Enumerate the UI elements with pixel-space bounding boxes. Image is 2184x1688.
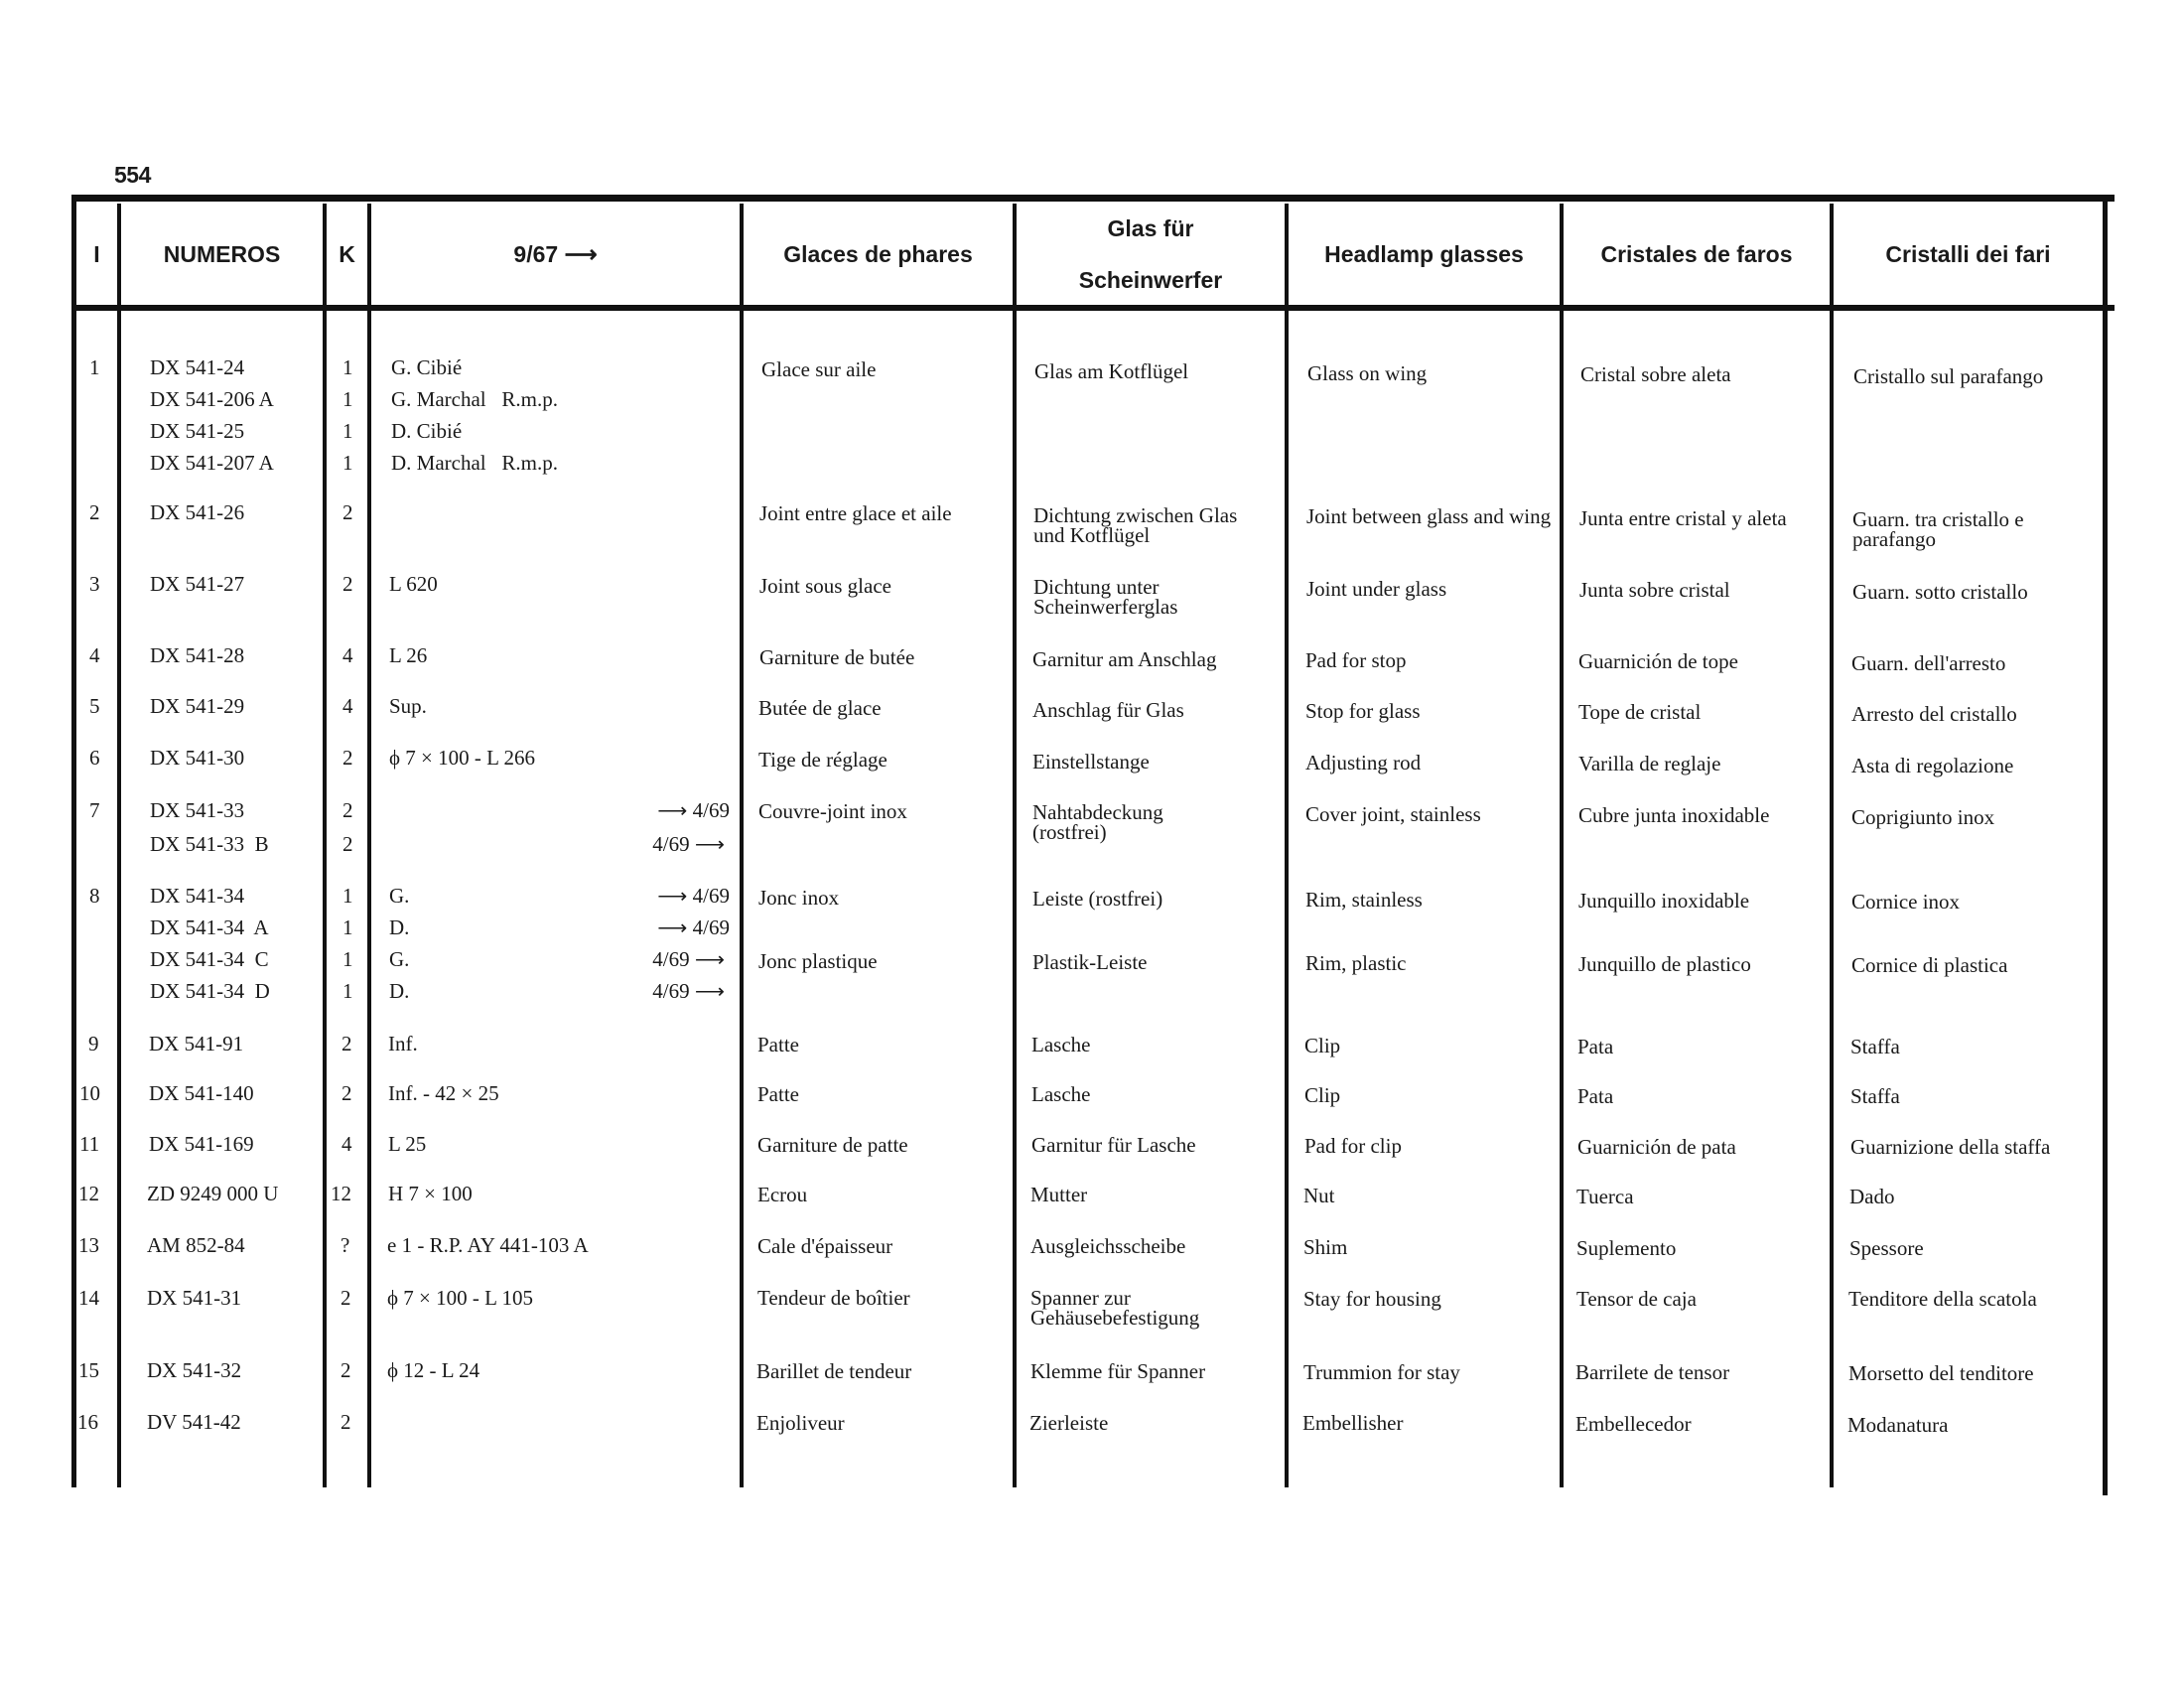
date-range: ⟶ 4/69 — [657, 884, 730, 908]
column-divider — [1560, 204, 1564, 1487]
desc-german: Zierleiste — [1029, 1411, 1109, 1435]
quantity: 1 — [342, 947, 353, 971]
quantity: 1 — [342, 387, 353, 411]
desc-german: Nahtabdeckung (rostfrei) — [1032, 800, 1163, 844]
column-divider — [1830, 204, 1834, 1487]
desc-spanish: Pata — [1577, 1084, 1614, 1108]
desc-spanish: Tope de cristal — [1578, 700, 1702, 724]
desc-spanish: Junquillo inoxidable — [1578, 889, 1750, 913]
desc-french: Cale d'épaisseur — [757, 1234, 893, 1258]
desc-english: Clip — [1304, 1083, 1341, 1107]
part-number: DX 541-169 — [149, 1132, 254, 1156]
desc-english: Stay for housing — [1303, 1287, 1441, 1311]
desc-spanish: Cristal sobre aleta — [1580, 362, 1731, 386]
desc-italian: Modanatura — [1847, 1413, 1949, 1437]
desc-english: Rim, stainless — [1305, 888, 1423, 912]
row-index: 10 — [79, 1081, 100, 1105]
spec: D. — [389, 915, 410, 939]
desc-italian: Tenditore della scatola — [1848, 1287, 2037, 1311]
part-number: DX 541-29 — [150, 694, 245, 718]
desc-english: Pad for stop — [1305, 648, 1407, 672]
quantity: 1 — [342, 419, 353, 443]
desc-english: Joint under glass — [1306, 577, 1447, 601]
quantity: 12 — [331, 1182, 351, 1205]
quantity: 1 — [342, 915, 353, 939]
row-index: 12 — [78, 1182, 99, 1205]
desc-spanish: Tensor de caja — [1576, 1287, 1697, 1311]
page-number: 554 — [114, 162, 151, 188]
part-number: DX 541-34 A — [150, 915, 269, 939]
column-divider — [1013, 204, 1017, 1487]
part-number: DX 541-32 — [147, 1358, 242, 1382]
row-index: 9 — [88, 1032, 99, 1055]
column-divider — [117, 204, 121, 1487]
desc-german: Lasche — [1031, 1082, 1091, 1106]
quantity: 1 — [342, 884, 353, 908]
spec: ϕ 7 × 100 - L 266 — [389, 746, 535, 770]
spec: Inf. - 42 × 25 — [388, 1081, 499, 1105]
desc-french: Glace sur aile — [761, 357, 877, 381]
row-index: 7 — [89, 798, 100, 822]
part-number: DX 541-91 — [149, 1032, 244, 1055]
desc-italian: Guarn. dell'arresto — [1851, 651, 2006, 675]
spec: G. — [389, 947, 410, 971]
desc-english: Nut — [1303, 1184, 1335, 1207]
part-number: DX 541-207 A — [150, 451, 274, 475]
desc-german: Dichtung unter Scheinwerferglas — [1033, 575, 1178, 619]
spec: G. Cibié — [391, 355, 463, 379]
spec: Inf. — [388, 1032, 418, 1055]
quantity: 1 — [342, 355, 353, 379]
desc-french: Butée de glace — [758, 696, 882, 720]
column-divider — [1285, 204, 1289, 1487]
quantity: 4 — [341, 1132, 352, 1156]
row-index: 8 — [89, 884, 100, 908]
part-number: DX 541-34 C — [150, 947, 269, 971]
desc-french: Tige de réglage — [758, 748, 887, 772]
desc-spanish: Varilla de reglaje — [1578, 752, 1721, 775]
header-french: Glaces de phares — [783, 241, 973, 267]
desc-german: Mutter — [1030, 1183, 1088, 1206]
desc-german: Ausgleichsscheibe — [1030, 1234, 1186, 1258]
desc-german: Plastik-Leiste — [1032, 950, 1148, 974]
row-index: 4 — [89, 643, 100, 667]
desc-italian: Dado — [1849, 1185, 1895, 1208]
header-date: 9/67 ⟶ — [513, 241, 598, 267]
quantity: 1 — [342, 979, 353, 1003]
desc-italian: Arresto del cristallo — [1851, 702, 2017, 726]
quantity: 2 — [341, 1286, 351, 1310]
quantity: 2 — [342, 572, 353, 596]
spec: ϕ 7 × 100 - L 105 — [387, 1286, 533, 1310]
desc-german: Klemme für Spanner — [1030, 1359, 1206, 1383]
date-range: 4/69 ⟶ — [652, 979, 725, 1003]
spec: H 7 × 100 — [388, 1182, 473, 1205]
desc-french: Enjoliveur — [756, 1411, 845, 1435]
desc-italian: Cristallo sul parafango — [1853, 364, 2044, 388]
part-number: DX 541-26 — [150, 500, 245, 524]
desc-german: Einstellstange — [1032, 750, 1150, 774]
spec: G. — [389, 884, 410, 908]
desc-spanish: Guarnición de pata — [1577, 1135, 1736, 1159]
desc-german: Leiste (rostfrei) — [1032, 887, 1163, 911]
desc-french: Garniture de butée — [759, 645, 915, 669]
desc-german: Garnitur am Anschlag — [1032, 647, 1217, 671]
desc-spanish: Barrilete de tensor — [1575, 1360, 1730, 1384]
part-number: DX 541-24 — [150, 355, 245, 379]
desc-french: Joint sous glace — [759, 574, 891, 598]
part-number: DX 541-140 — [149, 1081, 254, 1105]
desc-german: Garnitur für Lasche — [1031, 1133, 1196, 1157]
desc-french: Couvre-joint inox — [758, 799, 907, 823]
spec: G. Marchal R.m.p. — [391, 387, 558, 411]
desc-english: Cover joint, stainless — [1305, 802, 1481, 826]
part-number: DX 541-34 — [150, 884, 245, 908]
desc-german: Lasche — [1031, 1033, 1091, 1056]
quantity: 2 — [342, 500, 353, 524]
desc-spanish: Junquillo de plastico — [1578, 952, 1751, 976]
row-index: 1 — [89, 355, 100, 379]
desc-french: Barillet de tendeur — [756, 1359, 912, 1383]
desc-french: Patte — [757, 1082, 799, 1106]
spec: L 25 — [388, 1132, 427, 1156]
part-number: DX 541-30 — [150, 746, 245, 770]
spec: D. — [389, 979, 410, 1003]
desc-english: Glass on wing — [1307, 361, 1428, 385]
row-index: 15 — [78, 1358, 99, 1382]
part-number: AM 852-84 — [147, 1233, 245, 1257]
desc-spanish: Junta sobre cristal — [1579, 578, 1730, 602]
column-divider — [2103, 195, 2108, 1495]
part-number: ZD 9249 000 U — [147, 1182, 279, 1205]
row-index: 2 — [89, 500, 100, 524]
desc-spanish: Tuerca — [1576, 1185, 1634, 1208]
desc-french: Tendeur de boîtier — [757, 1286, 910, 1310]
desc-german: Dichtung zwischen Glas und Kotflügel — [1033, 503, 1238, 547]
desc-italian: Staffa — [1850, 1084, 1900, 1108]
row-index: 3 — [89, 572, 100, 596]
part-number: DX 541-27 — [150, 572, 245, 596]
desc-french: Ecrou — [757, 1183, 808, 1206]
column-divider — [740, 204, 744, 1487]
desc-english: Adjusting rod — [1305, 751, 1422, 774]
part-number: DX 541-206 A — [150, 387, 274, 411]
part-number: DX 541-33 B — [150, 832, 269, 856]
desc-english: Embellisher — [1302, 1411, 1404, 1435]
table-top-rule — [71, 195, 2115, 202]
desc-italian: Cornice di plastica — [1851, 953, 2008, 977]
spec: Sup. — [389, 694, 427, 718]
desc-french: Jonc plastique — [758, 949, 878, 973]
part-number: DX 541-33 — [150, 798, 245, 822]
desc-italian: Cornice inox — [1851, 890, 1961, 914]
quantity: 2 — [341, 1032, 352, 1055]
quantity: 4 — [342, 694, 353, 718]
desc-english: Clip — [1304, 1034, 1341, 1057]
part-number: DV 541-42 — [147, 1410, 241, 1434]
desc-spanish: Pata — [1577, 1035, 1614, 1058]
part-number: DX 541-25 — [150, 419, 245, 443]
header-index: I — [93, 241, 100, 267]
desc-italian: Guarnizione della staffa — [1850, 1135, 2051, 1159]
row-index: 11 — [79, 1132, 100, 1156]
column-divider — [367, 204, 371, 1487]
desc-spanish: Embellecedor — [1575, 1412, 1692, 1436]
desc-italian: Spessore — [1849, 1236, 1924, 1260]
row-index: 6 — [89, 746, 100, 770]
quantity: 2 — [341, 1358, 351, 1382]
desc-german: Spanner zur Gehäusebefestigung — [1030, 1286, 1200, 1330]
quantity: 2 — [342, 798, 353, 822]
quantity: 1 — [342, 451, 353, 475]
desc-english: Pad for clip — [1304, 1134, 1402, 1158]
desc-spanish: Guarnición de tope — [1578, 649, 1738, 673]
desc-italian: Staffa — [1850, 1035, 1900, 1058]
desc-italian: Asta di regolazione — [1851, 754, 2014, 777]
quantity: 2 — [342, 746, 353, 770]
desc-spanish: Cubre junta inoxidable — [1578, 803, 1770, 827]
header-numeros: NUMEROS — [163, 241, 281, 267]
header-k: K — [339, 241, 355, 267]
desc-english: Trummion for stay — [1303, 1360, 1460, 1384]
header-italian: Cristalli dei fari — [1885, 241, 2051, 267]
desc-french: Jonc inox — [758, 886, 840, 910]
desc-english: Joint between glass and wing — [1306, 504, 1552, 528]
row-index: 14 — [78, 1286, 99, 1310]
desc-french: Garniture de patte — [757, 1133, 908, 1157]
desc-italian: Coprigiunto inox — [1851, 805, 1995, 829]
part-number: DX 541-31 — [147, 1286, 242, 1310]
spec: D. Marchal R.m.p. — [391, 451, 558, 475]
desc-spanish: Suplemento — [1576, 1236, 1677, 1260]
quantity: 2 — [341, 1410, 351, 1434]
part-number: DX 541-28 — [150, 643, 245, 667]
spec: e 1 - R.P. AY 441-103 A — [387, 1233, 589, 1257]
quantity: ? — [341, 1233, 350, 1257]
date-range: 4/69 ⟶ — [652, 947, 725, 971]
desc-english: Rim, plastic — [1305, 951, 1407, 975]
desc-english: Shim — [1303, 1235, 1348, 1259]
header-english: Headlamp glasses — [1324, 241, 1524, 267]
header-german: Glas für Scheinwerfer — [1078, 215, 1223, 293]
desc-german: Anschlag für Glas — [1032, 698, 1184, 722]
desc-french: Patte — [757, 1033, 799, 1056]
desc-german: Glas am Kotflügel — [1034, 359, 1189, 383]
date-range: 4/69 ⟶ — [652, 832, 725, 856]
row-index: 5 — [89, 694, 100, 718]
part-number: DX 541-34 D — [150, 979, 270, 1003]
quantity: 4 — [342, 643, 353, 667]
spec: L 620 — [389, 572, 438, 596]
desc-italian: Morsetto del tenditore — [1848, 1361, 2034, 1385]
column-divider — [71, 195, 76, 1487]
spec: D. Cibié — [391, 419, 463, 443]
date-range: ⟶ 4/69 — [657, 798, 730, 822]
header-spanish: Cristales de faros — [1600, 241, 1793, 267]
spec: ϕ 12 - L 24 — [387, 1358, 480, 1382]
date-range: ⟶ 4/69 — [657, 915, 730, 939]
desc-italian: Guarn. sotto cristallo — [1852, 580, 2028, 604]
desc-italian: Guarn. tra cristallo e parafango — [1852, 507, 2024, 551]
row-index: 13 — [78, 1233, 99, 1257]
row-index: 16 — [77, 1410, 98, 1434]
desc-french: Joint entre glace et aile — [759, 501, 952, 525]
desc-spanish: Junta entre cristal y aleta — [1579, 506, 1787, 530]
column-divider — [323, 204, 327, 1487]
quantity: 2 — [341, 1081, 352, 1105]
desc-english: Stop for glass — [1305, 699, 1421, 723]
quantity: 2 — [342, 832, 353, 856]
spec: L 26 — [389, 643, 428, 667]
